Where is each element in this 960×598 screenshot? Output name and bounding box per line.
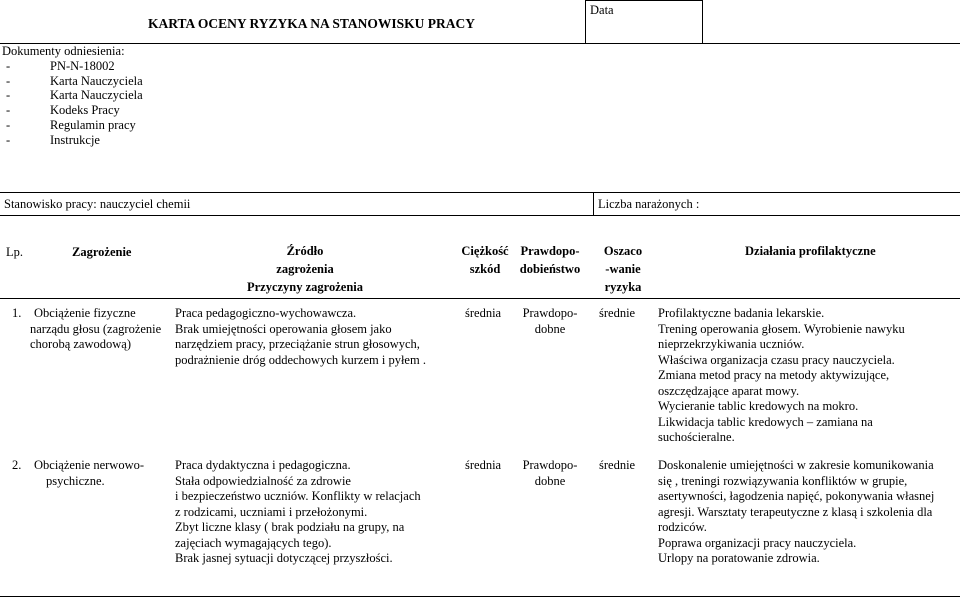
list-item: - Regulamin pracy (2, 118, 143, 133)
action-line: Likwidacja tablic kredowych – zamiana na (658, 414, 873, 429)
source-line: zajęciach wymagających tego). (175, 535, 332, 550)
row-probability (517, 306, 583, 337)
action-line: się , treningi rozwiązywania konfliktów w grupie, (658, 473, 908, 488)
row-probability (517, 458, 583, 489)
table-row (0, 306, 960, 446)
source-line: Praca pedagogiczno-wychowawcza. (175, 306, 357, 320)
probability-line: Prawdopo- (522, 458, 578, 472)
source-line: z rodzicami, uczniami i przełożonymi. (175, 504, 368, 519)
source-line: podrażnienie dróg oddechowych kurzem i pyłem . (175, 352, 426, 367)
col-header-hazard: Zagrożenie (72, 245, 132, 259)
source-header-line: zagrożenia (276, 262, 334, 276)
hazard-line: psychiczne. (46, 473, 105, 488)
top-line (585, 0, 703, 1)
action-line: oszczędzające aparat mowy. (658, 383, 800, 398)
col-header-actions: Działania profilaktyczne (745, 244, 876, 258)
source-line: Praca dydaktyczna i pedagogiczna. (175, 458, 351, 472)
probability-line: Prawdopo- (522, 306, 578, 320)
row-estimate: średnie (599, 458, 636, 472)
position-label: Stanowisko pracy: nauczyciel chemii (4, 197, 191, 211)
estimate-header-line: -wanie (605, 262, 641, 276)
row-lp: 1. (12, 306, 22, 320)
position-top-line (0, 192, 960, 193)
action-line: Trening operowania głosem. Wyrobienie nawyku (658, 321, 905, 336)
documents-list (2, 59, 143, 148)
source-line: i bezpieczeństwo uczniów. Konflikty w relacjach (175, 489, 421, 503)
list-item: - Karta Nauczyciela (2, 88, 143, 103)
table-bottom-line (0, 596, 960, 597)
header-bottom-line (0, 43, 960, 44)
col-header-source (246, 242, 364, 296)
row-source (175, 458, 465, 567)
probability-header-line: dobieństwo (519, 262, 581, 276)
list-item: - Kodeks Pracy (2, 103, 143, 118)
row-severity: średnia (465, 306, 502, 320)
action-line: Właściwa organizacja czasu pracy nauczyciela. (658, 352, 895, 367)
date-label: Data (590, 3, 614, 17)
documents-label: Dokumenty odniesienia: (2, 44, 125, 58)
source-line: Stała odpowiedzialność za zdrowie (175, 473, 351, 488)
source-line: Zbyt liczne klasy ( brak podziału na grupy, na (175, 520, 405, 534)
action-line: Wycieranie tablic kredowych na mokro. (658, 399, 859, 413)
hazard-line: chorobą zawodową) (30, 337, 131, 351)
row-source (175, 306, 465, 368)
table-header-bottom-line (0, 298, 960, 299)
table-top-line (0, 215, 960, 216)
col-header-estimate (596, 242, 650, 296)
source-line: Brak umiejętności operowania głosem jako (175, 321, 392, 336)
action-line: Urlopy na poratowanie zdrowia. (658, 551, 820, 565)
reference-documents (2, 44, 143, 148)
action-line: Poprawa organizacji pracy nauczyciela. (658, 535, 857, 550)
action-line: Doskonalenie umiejętności w zakresie komunikowania (658, 458, 934, 472)
source-header-line: Przyczyny zagrożenia (246, 280, 364, 294)
date-cell-right (702, 0, 703, 44)
row-lp: 2. (12, 458, 22, 472)
col-header-probability (517, 242, 583, 278)
severity-header-line: Ciężkość (461, 244, 509, 258)
row-actions (658, 458, 958, 567)
probability-line: dobne (534, 473, 566, 488)
page-title: KARTA OCENY RYZYKA NA STANOWISKU PRACY (148, 16, 475, 31)
hazard-line: Obciążenie nerwowo- (34, 458, 145, 472)
source-line: narzędziem pracy, przeciążanie strun głosowych, (175, 337, 420, 351)
probability-line: dobne (534, 321, 566, 336)
action-line: nieprzekrzykiwania uczniów. (658, 337, 805, 351)
table-row (0, 458, 960, 588)
action-line: rodziców. (658, 520, 707, 534)
row-hazard (30, 306, 175, 353)
action-line: suchościeralne. (658, 430, 735, 444)
action-line: agresji. Warsztaty terapeutyczne z klasą i szkolenia dla (658, 504, 933, 519)
list-item: - PN-N-18002 (2, 59, 143, 74)
action-line: asertywności, łagodzenia napięć, pokonywania własnej (658, 489, 935, 503)
source-line: Brak jasnej sytuacji dotyczącej przyszłości. (175, 551, 393, 565)
row-severity: średnia (465, 458, 502, 472)
date-cell-left (585, 0, 586, 44)
estimate-header-line: Oszaco (603, 244, 643, 258)
col-header-severity (456, 242, 514, 278)
row-estimate: średnie (599, 306, 636, 320)
col-header-lp: Lp. (6, 245, 24, 259)
position-divider (593, 192, 594, 216)
hazard-line: narządu głosu (zagrożenie (30, 321, 162, 336)
severity-header-line: szkód (469, 262, 501, 276)
action-line: Profilaktyczne badania lekarskie. (658, 306, 825, 320)
action-line: Zmiana metod pracy na metody aktywizujące, (658, 368, 890, 382)
row-actions (658, 306, 958, 446)
probability-header-line: Prawdopo- (520, 244, 580, 258)
list-item: - Instrukcje (2, 133, 143, 148)
hazard-line: Obciążenie fizyczne (34, 306, 136, 320)
estimate-header-line: ryzyka (604, 280, 642, 294)
row-hazard (34, 458, 174, 489)
exposed-count-label: Liczba narażonych : (598, 197, 700, 211)
source-header-line: Źródło (286, 244, 324, 258)
list-item: - Karta Nauczyciela (2, 74, 143, 89)
